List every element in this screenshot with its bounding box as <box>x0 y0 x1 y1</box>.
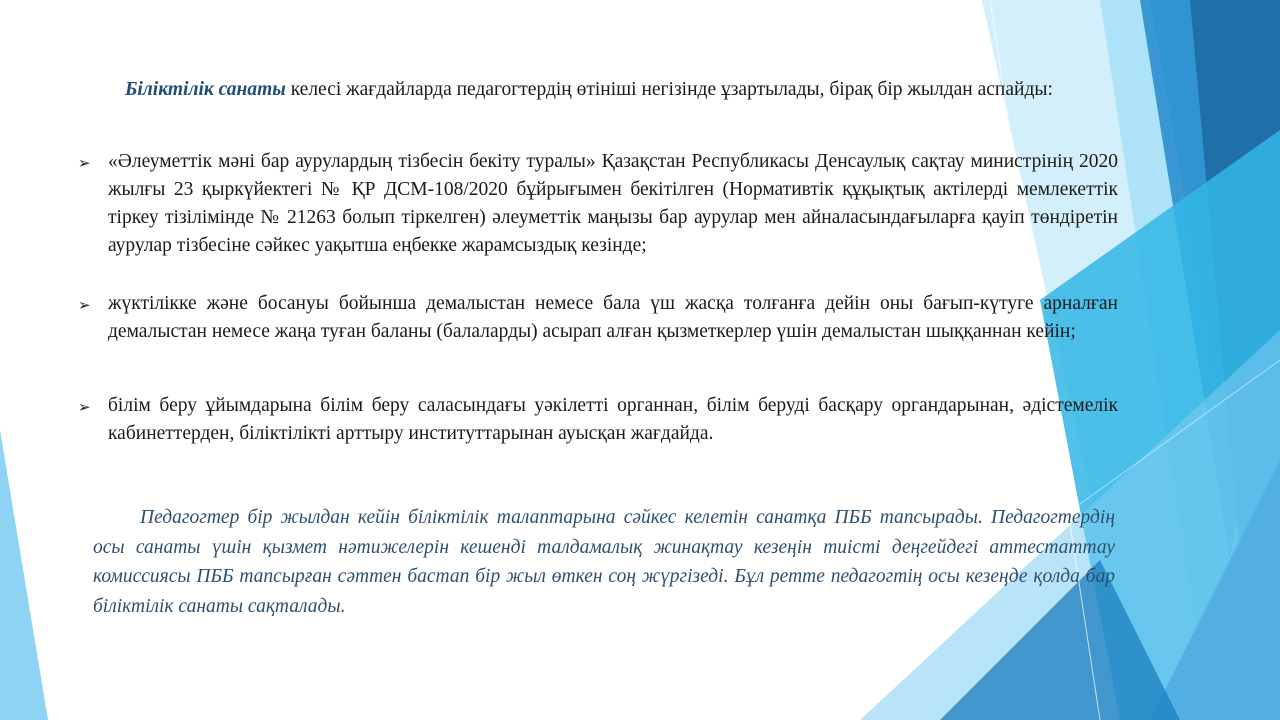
list-item-text: білім беру ұйымдарына білім беру саласындағы уәкілетті органнан, білім беруді басқару органдарынан, әдістемелік кабинеттерден, біліктілікті арттыру институттарынан ауысқан жағдайда. <box>108 395 1118 444</box>
note-paragraph: Педагогтер бір жылдан кейін біліктілік талаптарына сәйкес келетін санатқа ПББ тапсырады. Педагогтердің осы санаты үшін қызмет нәтижелерін кешенді талдамалық жинақтау кезеңін тиісті деңгейдегі аттестаттау комиссиясы ПББ тапсырған сәттен бастап бір жыл өткен соң жүргізеді. Бұл ретте педагогтің осы кезеңде қолда бар біліктілік санаты сақталады. <box>93 507 1115 617</box>
list-item-text: жүктілікке және босануы бойынша демалыстан немесе бала үш жасқа толғанға дейін оны бағып-күтуге арналған демалыстан немесе жаңа туған баланы (балаларды) асырап алған қызметкерлер үшін демалыстан шыққаннан кейін; <box>108 293 1118 342</box>
list-item-text: «Әлеуметтік мәні бар аурулардың тізбесін бекіту туралы» Қазақстан Республикасы Денсаулық сақтау министрінің 2020 жылғы 23 қыркүйектегі № ҚР ДСМ-108/2020 бұйрығымен бекітілген (Нормативтік құқықтық актілерді мемлекеттік тіркеу тізілімінде № 21263 болып тіркелген) әлеуметтік маңызы бар аурулар мен айналасындағыларға қауіп төндіретін аурулар тізбесіне сәйкес уақытша еңбекке жарамсыздық кезінде; <box>108 151 1118 256</box>
intro-paragraph <box>78 75 1118 105</box>
intro-emphasis: Біліктілік санаты <box>125 79 286 100</box>
intro-text: келесі жағдайларда педагогтердің өтініші негізінде ұзартылады, бірақ бір жылдан аспайды: <box>285 79 1053 100</box>
arrow-bullet-icon: ➢ <box>78 154 91 172</box>
arrow-bullet-icon: ➢ <box>78 296 91 314</box>
arrow-bullet-icon: ➢ <box>78 398 91 416</box>
